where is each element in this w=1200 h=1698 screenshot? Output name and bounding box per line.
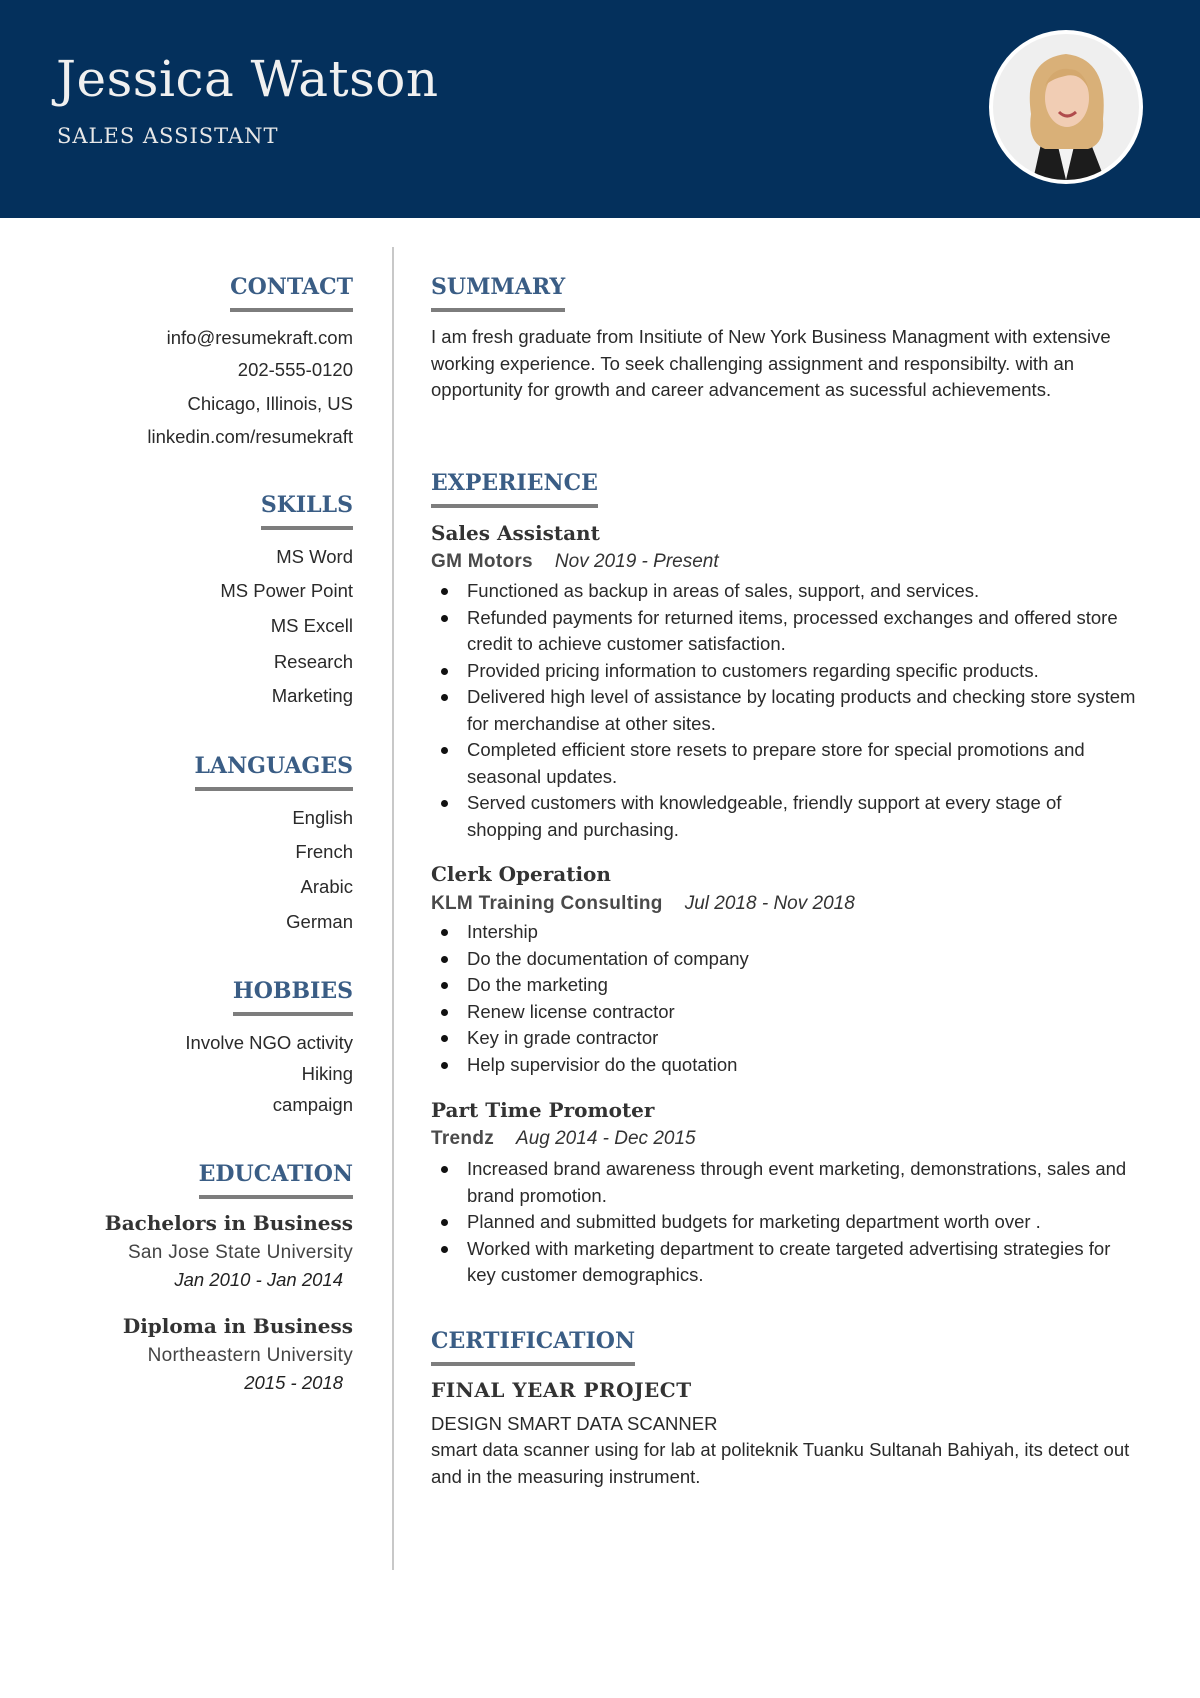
job-bullets — [431, 919, 1141, 1078]
job-bullet: Served customers with knowledgeable, friendly support at every stage of shopping and purchasing. — [431, 790, 1141, 843]
job-bullet: Completed efficient store resets to prepare store for special promotions and seasonal updates. — [431, 737, 1141, 790]
job-company: KLM Training Consulting — [431, 893, 663, 914]
job-title: Clerk Operation — [431, 862, 611, 886]
profile-photo — [989, 30, 1143, 184]
education-degree: Bachelors in Business — [104, 1211, 353, 1235]
skill-item: Marketing — [271, 685, 353, 706]
job-company: Trendz — [431, 1128, 495, 1149]
contact-item: linkedin.com/resumekraft — [147, 426, 353, 447]
job-bullets — [431, 1156, 1141, 1289]
skill-item: MS Power Point — [220, 580, 353, 601]
skill-item: Research — [273, 651, 353, 672]
language-item: French — [295, 841, 353, 862]
job-bullet: Planned and submitted budgets for marketing department worth over . — [431, 1209, 1141, 1236]
job-bullet: Provided pricing information to customers regarding specific products. — [431, 658, 1141, 685]
education-school: San Jose State University — [127, 1242, 353, 1263]
education-heading: EDUCATION — [199, 1161, 353, 1199]
summary-heading: SUMMARY — [431, 274, 565, 312]
job-bullet: Worked with marketing department to create targeted advertising strategies for key customer demographics. — [431, 1236, 1141, 1289]
experience-heading: EXPERIENCE — [431, 470, 598, 508]
job-bullets — [431, 578, 1141, 843]
hobby-item: campaign — [272, 1094, 353, 1115]
job-bullet: Do the documentation of company — [431, 946, 1141, 973]
certification-title: FINAL YEAR PROJECT — [431, 1378, 692, 1402]
certification-heading: CERTIFICATION — [431, 1328, 635, 1366]
hobby-item: Hiking — [301, 1063, 353, 1084]
job-bullet: Refunded payments for returned items, processed exchanges and offered store credit to achieve customer satisfaction. — [431, 605, 1141, 658]
job-company: GM Motors — [431, 551, 533, 572]
languages-heading: LANGUAGES — [195, 753, 353, 791]
job-title: Sales Assistant — [431, 521, 600, 545]
education-dates: Jan 2010 - Jan 2014 — [174, 1269, 343, 1290]
job-org — [431, 893, 855, 915]
contact-item: Chicago, Illinois, US — [187, 393, 353, 414]
job-dates: Nov 2019 - Present — [554, 551, 719, 572]
language-item: German — [286, 911, 353, 932]
summary-text: I am fresh graduate from Insitiute of New York Business Managment with extensive working experience. To seek challenging assignment and responsibilty. with an opportunity for growth and career advancement as sucessful achievements. — [431, 326, 1111, 400]
certification-subtitle: DESIGN SMART DATA SCANNER — [431, 1413, 718, 1434]
skill-item: MS Word — [276, 546, 353, 567]
job-bullet: Delivered high level of assistance by locating products and checking store system for merchandise at other sites. — [431, 684, 1141, 737]
contact-item: info@resumekraft.com — [166, 327, 353, 348]
job-bullet: Help supervisior do the quotation — [431, 1052, 1141, 1079]
job-title: Part Time Promoter — [431, 1098, 655, 1122]
education-degree: Diploma in Business — [122, 1314, 353, 1338]
candidate-name: Jessica Watson — [56, 50, 439, 108]
job-bullet: Increased brand awareness through event marketing, demonstrations, sales and brand promotion. — [431, 1156, 1141, 1209]
job-bullet: Do the marketing — [431, 972, 1141, 999]
header-banner — [0, 0, 1200, 218]
candidate-title: SALES ASSISTANT — [57, 124, 279, 148]
job-bullet: Key in grade contractor — [431, 1025, 1141, 1052]
language-item: Arabic — [300, 876, 353, 897]
skill-item: MS Excell — [270, 615, 353, 636]
job-dates: Aug 2014 - Dec 2015 — [516, 1128, 696, 1149]
hobbies-heading: HOBBIES — [233, 978, 353, 1016]
job-bullet: Renew license contractor — [431, 999, 1141, 1026]
language-item: English — [292, 807, 353, 828]
education-school: Northeastern University — [147, 1345, 353, 1366]
contact-item: 202-555-0120 — [237, 359, 353, 380]
job-dates: Jul 2018 - Nov 2018 — [684, 893, 855, 914]
job-org — [431, 551, 719, 573]
certification-text: smart data scanner using for lab at politeknik Tuanku Sultanah Bahiyah, its detect out and in the measuring instrument. — [431, 1439, 1130, 1487]
job-bullet: Functioned as backup in areas of sales, support, and services. — [431, 578, 1141, 605]
column-divider — [392, 247, 394, 1570]
education-dates: 2015 - 2018 — [244, 1372, 343, 1393]
hobby-item: Involve NGO activity — [185, 1032, 353, 1053]
contact-heading: CONTACT — [230, 274, 353, 312]
job-org — [431, 1128, 696, 1150]
job-bullet: Intership — [431, 919, 1141, 946]
skills-heading: SKILLS — [261, 492, 353, 530]
